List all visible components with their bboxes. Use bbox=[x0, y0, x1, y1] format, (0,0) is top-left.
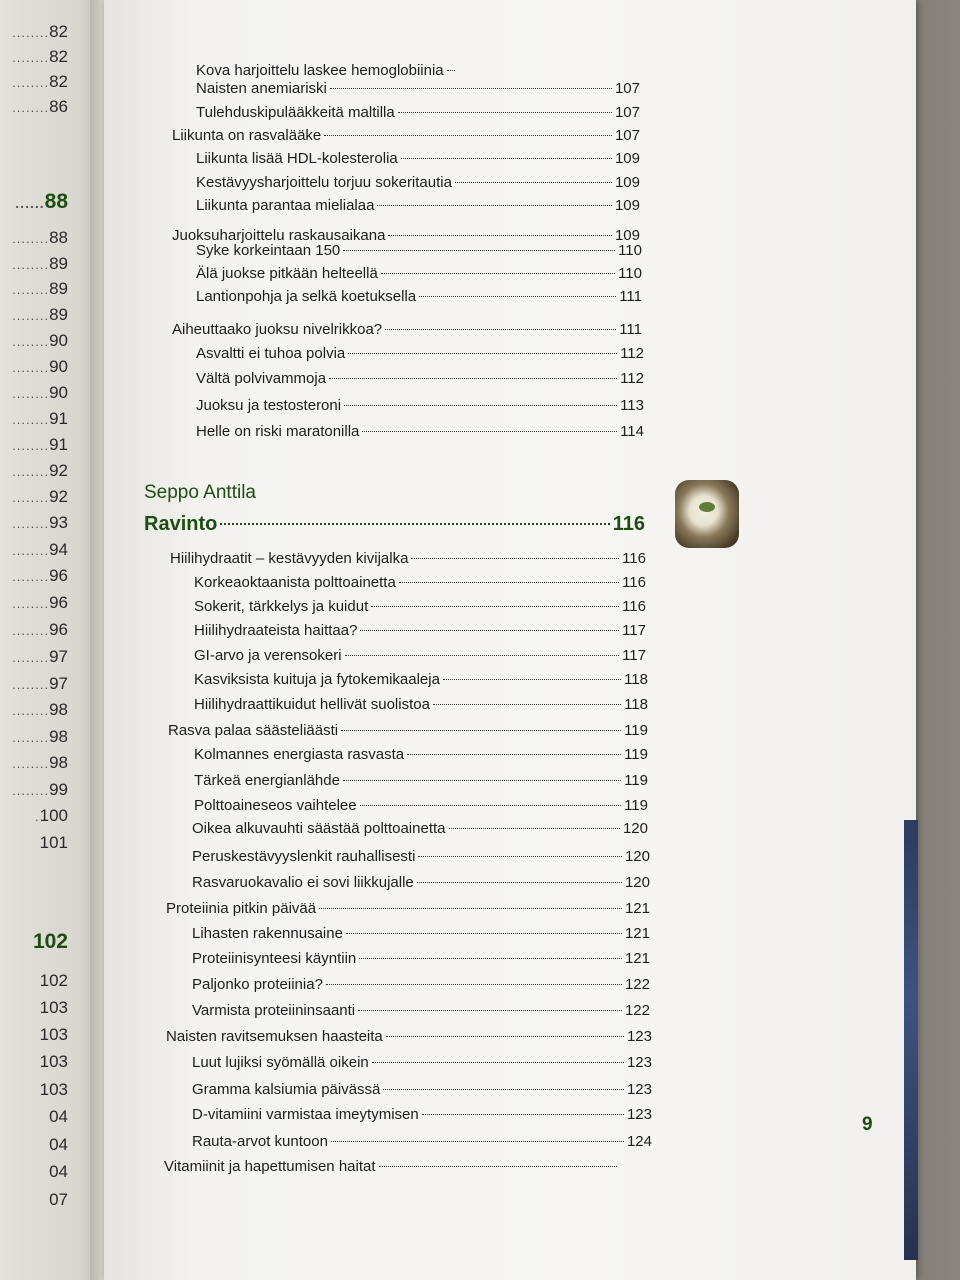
toc-entry-page: 123 bbox=[626, 1054, 652, 1071]
left-toc-row bbox=[0, 305, 68, 325]
toc-entry-title: Asvaltti ei tuhoa polvia bbox=[196, 345, 346, 362]
toc-entry[interactable] bbox=[196, 288, 642, 305]
left-toc-row bbox=[0, 700, 68, 720]
left-page-number: 04 bbox=[49, 1162, 68, 1181]
left-toc-row bbox=[0, 97, 68, 117]
left-page-number: 102 bbox=[39, 971, 68, 990]
toc-entry-page: 113 bbox=[620, 397, 644, 414]
left-toc-row bbox=[0, 971, 68, 991]
toc-entry[interactable] bbox=[194, 746, 648, 763]
toc-entry-title: Lantionpohja ja selkä koetuksella bbox=[196, 288, 417, 305]
toc-entry-title: Polttoaineseos vaihtelee bbox=[194, 797, 357, 814]
toc-entry-page: 109 bbox=[614, 150, 640, 167]
toc-entry-page: 110 bbox=[618, 242, 642, 259]
leader-dots bbox=[385, 329, 616, 330]
leader-dots: ........ bbox=[12, 412, 50, 427]
toc-entry[interactable] bbox=[192, 925, 650, 942]
leader-dots bbox=[346, 933, 622, 934]
left-toc-row bbox=[0, 1052, 68, 1072]
toc-entry-title: Liikunta parantaa mielialaa bbox=[196, 197, 375, 214]
toc-entry[interactable] bbox=[194, 696, 648, 713]
leader-dots: ........ bbox=[12, 100, 50, 115]
leader-dots: ........ bbox=[12, 360, 50, 375]
chapter-heading[interactable] bbox=[144, 513, 645, 536]
toc-entry[interactable] bbox=[196, 242, 642, 259]
toc-entry-page: 121 bbox=[624, 950, 650, 967]
left-page-number: 89 bbox=[49, 305, 68, 324]
toc-entry-page: 121 bbox=[624, 900, 650, 917]
toc-entry-title: Helle on riski maratonilla bbox=[196, 423, 360, 440]
page-number: 9 bbox=[862, 1114, 873, 1135]
left-toc-row bbox=[0, 435, 68, 455]
left-page-number: 97 bbox=[49, 674, 68, 693]
leader-dots bbox=[348, 353, 617, 354]
leader-dots bbox=[388, 235, 612, 236]
left-page-number: 99 bbox=[49, 780, 68, 799]
leader-dots: ........ bbox=[12, 650, 50, 665]
leader-dots: ........ bbox=[12, 257, 50, 272]
leader-dots bbox=[344, 405, 617, 406]
toc-entry-page: 122 bbox=[624, 1002, 650, 1019]
toc-entry-title: Liikunta lisää HDL-kolesterolia bbox=[196, 150, 398, 167]
leader-dots bbox=[329, 378, 617, 379]
left-page-number: 94 bbox=[49, 540, 68, 559]
toc-entry-page: 118 bbox=[624, 696, 648, 713]
leader-dots bbox=[398, 112, 612, 113]
toc-entry-title: Älä juokse pitkään helteellä bbox=[196, 265, 378, 282]
toc-entry[interactable] bbox=[196, 104, 640, 121]
toc-entry[interactable] bbox=[194, 797, 648, 814]
left-toc-row bbox=[0, 566, 68, 586]
left-toc-row bbox=[0, 357, 68, 377]
toc-entry-title: Liikunta on rasvalääke bbox=[172, 127, 322, 144]
leader-dots bbox=[383, 1089, 624, 1090]
toc-entry[interactable] bbox=[194, 622, 646, 639]
toc-entry-title: Paljonko proteiinia? bbox=[192, 976, 323, 993]
left-toc-row bbox=[0, 1080, 68, 1100]
left-toc-row bbox=[0, 228, 68, 248]
left-page-number: 103 bbox=[39, 998, 68, 1017]
leader-dots bbox=[401, 158, 612, 159]
leader-dots bbox=[343, 250, 615, 251]
left-toc-row bbox=[0, 513, 68, 533]
chapter-page: 116 bbox=[612, 513, 645, 535]
leader-dots: ........ bbox=[12, 730, 50, 745]
toc-entry-page: 111 bbox=[619, 288, 642, 305]
left-page-number: 04 bbox=[49, 1135, 68, 1154]
leader-dots bbox=[455, 182, 612, 183]
toc-entry[interactable] bbox=[196, 345, 644, 362]
toc-entry-title: Kova harjoittelu laskee hemoglobiinia bbox=[196, 62, 444, 79]
toc-entry[interactable] bbox=[196, 265, 642, 282]
left-page-number: 93 bbox=[49, 513, 68, 532]
toc-entry[interactable] bbox=[196, 197, 640, 214]
leader-dots bbox=[419, 296, 616, 297]
leader-dots bbox=[319, 908, 622, 909]
left-page-number: 102 bbox=[32, 930, 68, 953]
toc-entry[interactable] bbox=[192, 848, 650, 865]
toc-entry[interactable] bbox=[192, 874, 650, 891]
left-page-number: 90 bbox=[49, 331, 68, 350]
left-toc-row bbox=[0, 254, 68, 274]
leader-dots: ........ bbox=[12, 596, 50, 611]
left-toc-row bbox=[0, 72, 68, 92]
left-page-number: 88 bbox=[44, 190, 68, 213]
leader-dots: ........ bbox=[12, 386, 50, 401]
left-toc-row bbox=[0, 540, 68, 560]
toc-entry-title: Kasviksista kuituja ja fytokemikaaleja bbox=[194, 671, 440, 688]
leader-dots bbox=[433, 704, 621, 705]
left-toc-row bbox=[0, 22, 68, 42]
toc-entry[interactable] bbox=[196, 150, 640, 167]
toc-entry-title: Juoksu ja testosteroni bbox=[196, 397, 342, 414]
left-page-number: 82 bbox=[49, 72, 68, 91]
page-edge bbox=[904, 820, 918, 1260]
left-page-number: 89 bbox=[49, 279, 68, 298]
toc-entry[interactable] bbox=[192, 1054, 652, 1071]
left-page-number: 96 bbox=[49, 620, 68, 639]
toc-entry[interactable] bbox=[194, 647, 646, 664]
toc-entry-title: Korkeaoktaanista polttoainetta bbox=[194, 574, 396, 591]
leader-dots bbox=[379, 1166, 617, 1167]
left-toc-row bbox=[0, 620, 68, 640]
toc-entry-title: Varmista proteiininsaanti bbox=[192, 1002, 356, 1019]
toc-entry-title: Vitamiinit ja hapettumisen haitat bbox=[164, 1158, 376, 1175]
left-toc-row bbox=[0, 753, 68, 773]
leader-dots: ........ bbox=[12, 334, 50, 349]
left-page-number: 07 bbox=[49, 1190, 68, 1209]
toc-entry-page: 124 bbox=[626, 1133, 652, 1150]
leader-dots: ........ bbox=[12, 569, 50, 584]
toc-entry[interactable] bbox=[192, 1002, 650, 1019]
left-toc-row bbox=[0, 998, 68, 1018]
chapter-title: Ravinto bbox=[144, 513, 218, 535]
leader-dots: ........ bbox=[12, 516, 50, 531]
toc-entry-title: Naisten ravitsemuksen haasteita bbox=[166, 1028, 383, 1045]
toc-entry-title: Kestävyysharjoittelu torjuu sokeritautia bbox=[196, 174, 452, 191]
left-toc-row bbox=[0, 806, 68, 826]
left-toc-row bbox=[0, 780, 68, 800]
toc-entry-page: 120 bbox=[622, 820, 648, 837]
toc-entry-page: 123 bbox=[626, 1106, 652, 1123]
toc-entry-page: 117 bbox=[622, 647, 646, 664]
leader-dots bbox=[381, 273, 615, 274]
left-page-number: 98 bbox=[49, 700, 68, 719]
leader-dots bbox=[371, 606, 619, 607]
toc-entry-title: Oikea alkuvauhti säästää polttoainetta bbox=[192, 820, 446, 837]
toc-entry-page: 119 bbox=[624, 746, 648, 763]
toc-entry-title: Rasvaruokavalio ei sovi liikkujalle bbox=[192, 874, 414, 891]
toc-entry[interactable] bbox=[192, 820, 648, 837]
leader-dots: ........ bbox=[12, 677, 50, 692]
toc-entry-page: 119 bbox=[624, 797, 648, 814]
leader-dots: ........ bbox=[12, 75, 50, 90]
leader-dots bbox=[220, 523, 609, 525]
toc-entry[interactable] bbox=[172, 321, 642, 338]
leader-dots bbox=[362, 431, 617, 432]
toc-entry-page: 119 bbox=[624, 772, 648, 789]
left-toc-row bbox=[0, 727, 68, 747]
leader-dots bbox=[358, 1010, 622, 1011]
leader-dots: ........ bbox=[12, 756, 50, 771]
leader-dots bbox=[345, 655, 620, 656]
toc-entry-title: Luut lujiksi syömällä oikein bbox=[192, 1054, 369, 1071]
left-page-number: 96 bbox=[49, 593, 68, 612]
toc-entry-page: 107 bbox=[614, 80, 640, 97]
leader-dots: ........ bbox=[12, 25, 50, 40]
leader-dots bbox=[377, 205, 612, 206]
leader-dots bbox=[411, 558, 619, 559]
left-page-number: 103 bbox=[39, 1080, 68, 1099]
toc-entry-page: 122 bbox=[624, 976, 650, 993]
left-page-number: 100 bbox=[39, 806, 68, 825]
toc-entry[interactable] bbox=[194, 772, 648, 789]
toc-entry-page: 121 bbox=[624, 925, 650, 942]
toc-entry-title: Rasva palaa säästeliäästi bbox=[168, 722, 339, 739]
leader-dots: ........ bbox=[12, 464, 50, 479]
left-page-number: 89 bbox=[49, 254, 68, 273]
toc-entry[interactable] bbox=[166, 900, 650, 917]
toc-entry[interactable] bbox=[196, 423, 644, 440]
leader-dots: ........ bbox=[12, 50, 50, 65]
left-page-number: 86 bbox=[49, 97, 68, 116]
toc-entry-title: Hiilihydraattikuidut hellivät suolistoa bbox=[194, 696, 430, 713]
toc-entry-title: Vältä polvivammoja bbox=[196, 370, 327, 387]
left-toc-row bbox=[0, 1025, 68, 1045]
leader-dots bbox=[443, 679, 621, 680]
toc-entry-title: Aiheuttaako juoksu nivelrikkoa? bbox=[172, 321, 383, 338]
left-toc-row bbox=[0, 461, 68, 481]
toc-entry[interactable] bbox=[196, 80, 640, 97]
toc-entry-title: Tulehduskipulääkkeitä maltilla bbox=[196, 104, 395, 121]
leader-dots bbox=[326, 984, 622, 985]
toc-entry-title: Lihasten rakennusaine bbox=[192, 925, 343, 942]
leader-dots: ........ bbox=[12, 783, 50, 798]
toc-entry-title: Hiilihydraateista haittaa? bbox=[194, 622, 358, 639]
left-page-number: 82 bbox=[49, 47, 68, 66]
toc-entry-page: 117 bbox=[622, 622, 646, 639]
leader-dots: ........ bbox=[12, 543, 50, 558]
toc-entry[interactable] bbox=[196, 397, 644, 414]
toc-entry[interactable] bbox=[194, 574, 646, 591]
toc-entry-title: Gramma kalsiumia päivässä bbox=[192, 1081, 381, 1098]
leader-dots: ...... bbox=[15, 195, 45, 211]
left-toc-row bbox=[0, 833, 68, 853]
toc-entry-page: 114 bbox=[620, 423, 644, 440]
left-toc-row bbox=[0, 47, 68, 67]
left-page-number: 97 bbox=[49, 647, 68, 666]
toc-entry-page: 116 bbox=[622, 598, 646, 615]
toc-entry[interactable] bbox=[164, 1158, 620, 1175]
toc-entry-title: Sokerit, tärkkelys ja kuidut bbox=[194, 598, 369, 615]
toc-entry-page: 116 bbox=[622, 550, 646, 567]
toc-entry-page: 120 bbox=[624, 874, 650, 891]
left-toc-row bbox=[0, 674, 68, 694]
leader-dots: ........ bbox=[12, 703, 50, 718]
left-toc-row bbox=[0, 647, 68, 667]
toc-entry[interactable] bbox=[194, 598, 646, 615]
leader-dots bbox=[324, 135, 612, 136]
toc-entry-page: 111 bbox=[619, 321, 642, 338]
left-toc-row bbox=[0, 1107, 68, 1127]
left-toc-row bbox=[0, 409, 68, 429]
toc-entry[interactable] bbox=[170, 550, 646, 567]
leader-dots: ........ bbox=[12, 282, 50, 297]
left-page-number: 103 bbox=[39, 1052, 68, 1071]
leader-dots bbox=[447, 70, 455, 71]
toc-entry-title: Hiilihydraatit – kestävyyden kivijalka bbox=[170, 550, 409, 567]
toc-entry-page: 109 bbox=[614, 227, 640, 244]
toc-entry-page: 123 bbox=[626, 1081, 652, 1098]
leader-dots bbox=[341, 730, 621, 731]
toc-entry-page: 119 bbox=[624, 722, 648, 739]
leader-dots bbox=[418, 856, 622, 857]
toc-entry[interactable] bbox=[192, 976, 650, 993]
leader-dots bbox=[372, 1062, 624, 1063]
left-page-number: 103 bbox=[39, 1025, 68, 1044]
toc-entry-title: Peruskestävyyslenkit rauhallisesti bbox=[192, 848, 416, 865]
left-page-number: 98 bbox=[49, 753, 68, 772]
chapter-author: Seppo Anttila bbox=[144, 482, 256, 503]
left-page bbox=[0, 0, 100, 1280]
left-page-number: 04 bbox=[49, 1107, 68, 1126]
toc-entry[interactable] bbox=[192, 950, 650, 967]
leader-dots bbox=[417, 882, 622, 883]
toc-entry-title: Juoksuharjoittelu raskausaikana bbox=[172, 227, 386, 244]
left-page-number: 90 bbox=[49, 383, 68, 402]
toc-entry-title: GI-arvo ja verensokeri bbox=[194, 647, 342, 664]
toc-entry[interactable] bbox=[172, 127, 640, 144]
leader-dots: ........ bbox=[12, 308, 50, 323]
toc-entry-title: D-vitamiini varmistaa imeytymisen bbox=[192, 1106, 419, 1123]
leader-dots bbox=[399, 582, 619, 583]
leader-dots bbox=[360, 630, 619, 631]
leader-dots: ........ bbox=[12, 231, 50, 246]
toc-entry-page: 107 bbox=[614, 104, 640, 121]
leader-dots bbox=[386, 1036, 624, 1037]
toc-entry[interactable] bbox=[168, 722, 648, 739]
leader-dots bbox=[359, 958, 622, 959]
toc-entry-title: Kolmannes energiasta rasvasta bbox=[194, 746, 405, 763]
toc-entry[interactable] bbox=[192, 1106, 652, 1123]
left-page-number: 82 bbox=[49, 22, 68, 41]
leader-dots bbox=[330, 88, 612, 89]
left-toc-row bbox=[0, 593, 68, 613]
food-photo-icon bbox=[675, 480, 739, 548]
toc-entry-page: 112 bbox=[620, 345, 644, 362]
toc-entry[interactable] bbox=[196, 370, 644, 387]
toc-entry-title: Proteiinia pitkin päivää bbox=[166, 900, 317, 917]
leader-dots bbox=[331, 1141, 624, 1142]
toc-entry-page: 109 bbox=[614, 197, 640, 214]
left-toc-row bbox=[0, 331, 68, 351]
leader-dots bbox=[449, 828, 620, 829]
toc-entry-page: 120 bbox=[624, 848, 650, 865]
left-page-number: 88 bbox=[49, 228, 68, 247]
toc-entry-page: 110 bbox=[618, 265, 642, 282]
toc-entry[interactable] bbox=[196, 62, 455, 79]
leader-dots: ........ bbox=[12, 490, 50, 505]
toc-entry-page: 107 bbox=[614, 127, 640, 144]
left-toc-row bbox=[0, 1135, 68, 1155]
left-toc-row bbox=[0, 487, 68, 507]
left-page-number: 90 bbox=[49, 357, 68, 376]
toc-entry[interactable] bbox=[166, 1028, 652, 1045]
toc-entry[interactable] bbox=[194, 671, 648, 688]
left-page-number: 96 bbox=[49, 566, 68, 585]
leader-dots: ........ bbox=[12, 623, 50, 638]
toc-entry[interactable] bbox=[196, 174, 640, 191]
toc-entry-page: 118 bbox=[624, 671, 648, 688]
toc-entry-title: Proteiinisynteesi käyntiin bbox=[192, 950, 357, 967]
toc-entry-title: Tärkeä energianlähde bbox=[194, 772, 340, 789]
toc-entry-page: 123 bbox=[626, 1028, 652, 1045]
toc-entry-page: 109 bbox=[614, 174, 640, 191]
leader-dots bbox=[422, 1114, 624, 1115]
left-page-number: 101 bbox=[39, 833, 68, 852]
leader-dots: ........ bbox=[12, 438, 50, 453]
left-page-number: 92 bbox=[49, 487, 68, 506]
left-page-number: 98 bbox=[49, 727, 68, 746]
leader-dots bbox=[360, 805, 621, 806]
leader-dots bbox=[407, 754, 621, 755]
toc-entry-page: 116 bbox=[622, 574, 646, 591]
left-toc-row bbox=[0, 1162, 68, 1182]
leader-dots bbox=[343, 780, 621, 781]
left-toc-row bbox=[0, 190, 68, 214]
left-toc-row bbox=[0, 383, 68, 403]
leader-dots: . bbox=[35, 809, 40, 824]
left-page-number: 92 bbox=[49, 461, 68, 480]
toc-entry-title: Syke korkeintaan 150 bbox=[196, 242, 341, 259]
toc-entry[interactable] bbox=[192, 1133, 652, 1150]
toc-entry-title: Naisten anemiariski bbox=[196, 80, 327, 97]
toc-entry-title: Rauta-arvot kuntoon bbox=[192, 1133, 328, 1150]
toc-entry-page: 112 bbox=[620, 370, 644, 387]
left-toc-row bbox=[0, 279, 68, 299]
left-page-number: 91 bbox=[49, 409, 68, 428]
toc-entry[interactable] bbox=[192, 1081, 652, 1098]
left-toc-row bbox=[0, 930, 68, 954]
left-toc-row bbox=[0, 1190, 68, 1210]
left-page-number: 91 bbox=[49, 435, 68, 454]
